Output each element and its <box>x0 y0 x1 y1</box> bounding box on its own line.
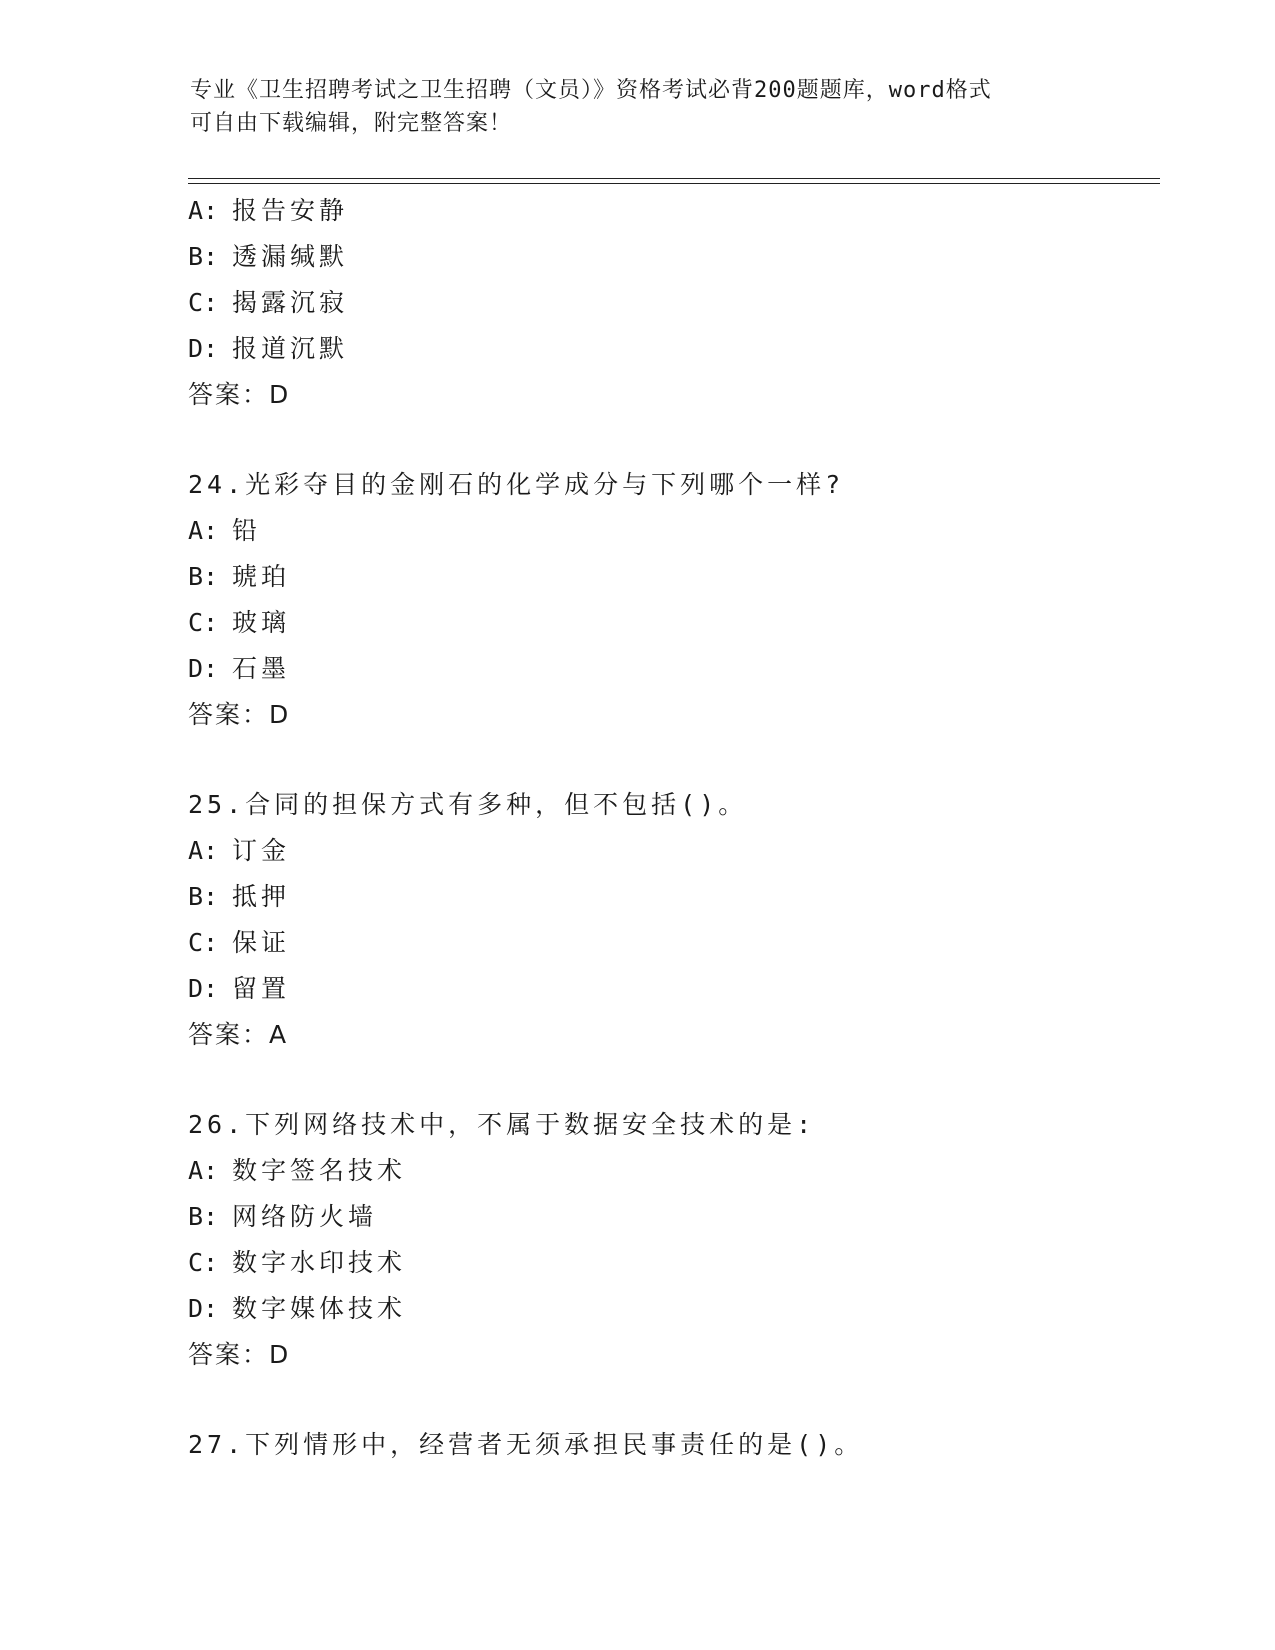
option-b: B: 透漏缄默 <box>188 242 349 271</box>
option-b: B: 抵押 <box>188 882 291 911</box>
option-d: D: 留置 <box>188 974 291 1003</box>
question-text: 25.合同的担保方式有多种，但不包括()。 <box>188 790 748 819</box>
document-header <box>190 74 1090 140</box>
option-d: D: 报道沉默 <box>188 334 349 363</box>
question-block <box>188 188 1148 418</box>
option-b: B: 网络防火墙 <box>188 1202 378 1231</box>
option-c: C: 保证 <box>188 928 291 957</box>
question-block <box>188 1422 1148 1468</box>
header-divider <box>188 178 1160 184</box>
answer: 答案：D <box>188 700 291 729</box>
option-c: C: 数字水印技术 <box>188 1248 407 1277</box>
answer: 答案：D <box>188 1340 291 1369</box>
question-text: 27.下列情形中，经营者无须承担民事责任的是()。 <box>188 1430 864 1459</box>
option-c: C: 揭露沉寂 <box>188 288 349 317</box>
question-text: 24.光彩夺目的金刚石的化学成分与下列哪个一样? <box>188 470 845 499</box>
option-a: A: 报告安静 <box>188 196 349 225</box>
question-block <box>188 462 1148 738</box>
option-b: B: 琥珀 <box>188 562 291 591</box>
option-a: A: 铅 <box>188 516 262 545</box>
header-line-1: 专业《卫生招聘考试之卫生招聘（文员）》资格考试必背200题题库，word格式 <box>190 78 992 103</box>
option-d: D: 石墨 <box>188 654 291 683</box>
option-a: A: 数字签名技术 <box>188 1156 407 1185</box>
answer: 答案：D <box>188 380 291 409</box>
option-d: D: 数字媒体技术 <box>188 1294 407 1323</box>
option-a: A: 订金 <box>188 836 291 865</box>
answer: 答案：A <box>188 1020 289 1049</box>
question-text: 26.下列网络技术中，不属于数据安全技术的是: <box>188 1110 816 1139</box>
option-c: C: 玻璃 <box>188 608 291 637</box>
question-block <box>188 782 1148 1058</box>
question-block <box>188 1102 1148 1378</box>
question-list <box>188 188 1148 1468</box>
header-line-2: 可自由下载编辑，附完整答案！ <box>190 111 513 136</box>
